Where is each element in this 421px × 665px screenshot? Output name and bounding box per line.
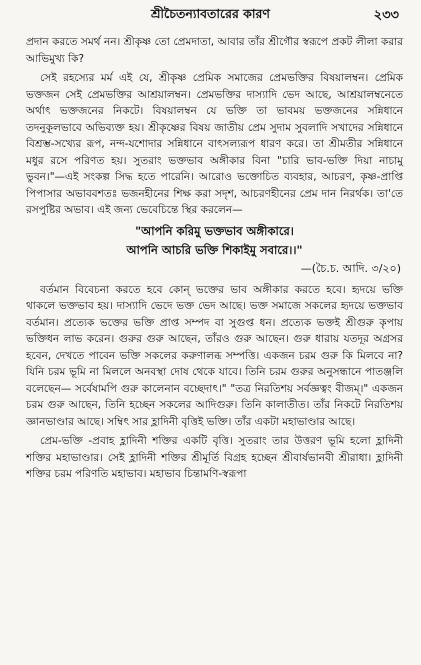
- verse-reference: —(চৈ.চ. আদি. ৩/২০): [300, 261, 401, 275]
- verse-line-2: আপনি আচরি ভক্তি শিকাইমু সবারে।।": [126, 242, 303, 257]
- chapter-title: শ্রীচৈতন্যাবতারের কারণ: [151, 6, 270, 21]
- paragraph-1: প্রদান করতে সমর্থ নন। শ্রীকৃষ্ণ তো প্রেমদাতা, আবার তাঁর শ্রীগৌর স্বরূপে প্রকট লীলা করার আভিমুখ্য কি?: [26, 36, 403, 65]
- paragraph-3: বর্তমান বিবেচনা করতে হবে কোন্ ভক্তের ভাব অঙ্গীকার করতে হবে। হৃদয়ে ভক্তি থাকলে ভক্তভাব হয়। দাস্যাদি ভেদে ভক্ত ভেদ আছে। ভক্ত সমাজে সকলের হৃদয়ে ভক্তভাব বর্তমান। প্রত্যেক ভক্তের ভক্তি প্রাপ্ত সম্পদ বা সুগুপ্ত ধন। প্রত্যেক ভক্তই শ্রীগুরু কৃপায় ভক্তিধন লাভ করেন। গুরুর গুরু আছেন, তাঁরও গুরু আছেন। গুরু ধারায় যতদূর অগ্রসর হবেন, দেখতে পাবেন ভক্তি সকলের করুণালব্ধ সম্পত্তি। একজন চরম গুরু কি মিলবে না? যিনি চরম ভূমি না মিললে অনবস্থা দোষ থেকে যাবে। তিনি চরম গুরুর অনুসন্ধানে পাতঞ্জলি বলেছেন— সর্বেষামপি গুরু কালেনান বচ্ছেদাৎ।" "তত্র নিরতিশয় সর্বজ্ঞত্বং বীজম্।" একজন চরম গুরু আছেন, তিনি হচ্ছেন সকলের আদিগুরু। তিনি কালাতীত। তাঁর নিকটে নিরতিশয় জ্ঞানভাণ্ডার আছে। সম্বিৎ সার হ্লাদিনী বৃত্তিই ভক্তি। তাঁর একটা মহাভাণ্ডার আছে।: [26, 283, 403, 428]
- verse-line-1: "আপনি করিমু ভক্তভাব অঙ্গীকারে।: [135, 223, 294, 238]
- running-header: [0, 6, 421, 26]
- page-body: [26, 34, 403, 483]
- verse-quote: [26, 222, 403, 260]
- paragraph-4: প্রেম-ভক্তি -প্রবাহ হ্লাদিনী শক্তির একটি বৃত্তি। সুতরাং তার উত্তরণ ভূমি হলো হ্লাদিনী শক্তির মহাভাণ্ডার। সেই হ্লাদিনী শক্তির শ্রীমূর্তি বিগ্রহ হচ্ছেন শ্রীবার্ষভানবী শ্রীরাধা। হ্লাদিনী শক্তির চরম পরিণতি মহাভাব। মহাভাব চিন্তামণি-স্বরূপা: [26, 435, 403, 480]
- paragraph-2: সেই রহস্যের মর্ম এই যে, শ্রীকৃষ্ণ প্রেমিক সমাজের প্রেমভক্তির বিষয়ালম্বন। প্রেমিক ভক্তজন সেই প্রেমভক্তির আশ্রয়ালম্বন। প্রেমভক্তির দাস্যাদি ভেদ আছে, আশ্রয়ালম্বনেতে অর্থাৎ ভক্তজনের নিকটে। বিষয়ালম্বন যে ভক্তি তা ভাবময় ভক্তজনের সন্নিধানে তদনুকূলভাবে অভিব্যক্ত হয়। শ্রীকৃষ্ণের বিষয় জাতীয় প্রেম সুদাম সুবলাদি সখাদের সন্নিধানে বিশ্রম্ভ-সখ্যের রূপ, নন্দ-যশোদার সন্নিধানে বাৎসল্যরূপ ধারণ করে। তা শ্রীমতীর সন্নিধানে মধুর রসে পরিণত হয়। সুতরাং ভক্তভাব অঙ্গীকার বিনা "চারি ভাব-ভক্তি দিয়া নাচামু ভুবন।"—এই সংকল্প সিদ্ধ হতে পারেনি। আরোও ভক্তোচিত ব্যবহার, আচরণ, কৃষ্ণ-প্রাপ্তি পিপাসার অভাববশতঃ ভজনহীনের শিক্ষ করা সদৃশ, আচরণহীনের প্রেম দান নিরর্থক। তা'তে রসপুষ্টির অভাব। এই জন্য ভেবেচিন্তে স্থির করলেন—: [26, 72, 403, 216]
- page-number: ২৩৩: [373, 8, 399, 23]
